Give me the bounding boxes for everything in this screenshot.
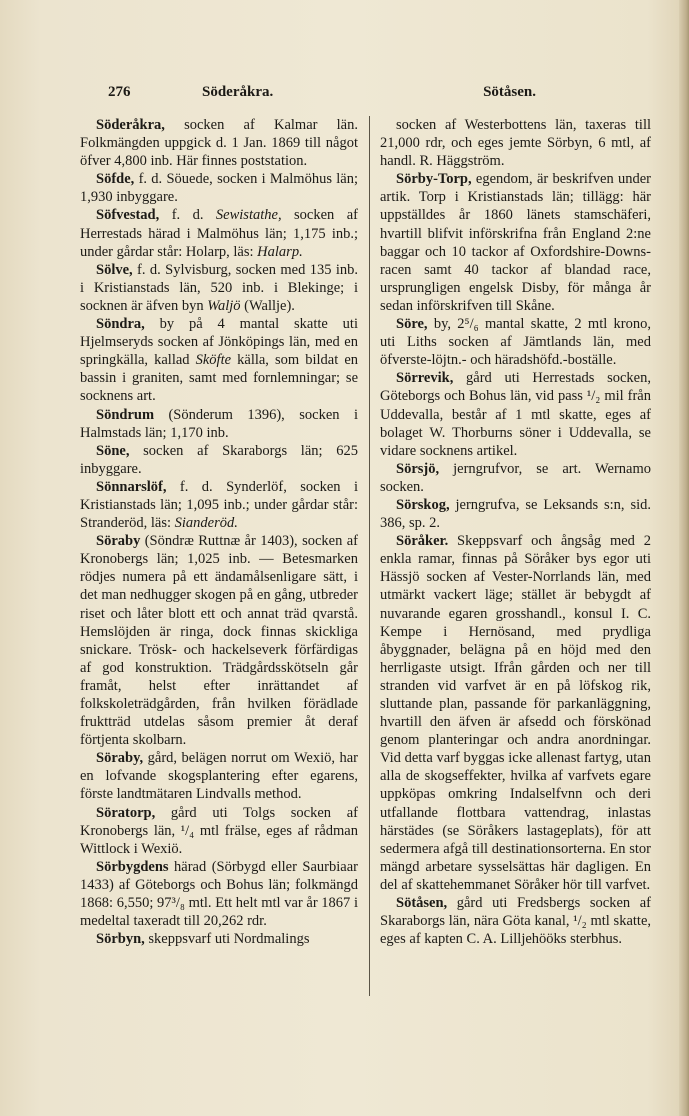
dictionary-entry [80,478,358,532]
entry-text: Skeppsvarf och ångsåg med 2 enkla ramar, finnas på Söråker bys egor uti Hässjö socken af Vester-Norrlands län, med utmärkt vackert läge; stället är bebygdt af nuvarande egaren grosshandl., konsul I. C. Kempe i Hernösand, med prydliga åbyggnader, belägna på en höjd med den herrligaste utsigt. Ifrån gården och ner till stranden vid varfvet är en på löfskog rik, sluttande plan, passande för parkanläggning, hvartill den äfven är afsedd och förskönad genom planteringar och andra anordningar. Vid detta varf byggas icke allenast fartyg, utan alla de skogseffekter, hvilka af varfvets egare uppköpas omkring Indalselfvnn och deri utfallande flottbara vattendrag, inlastas härstädes (se Söråkers lastageplats), för att sedermera afgå till destinationsorterna. En stor mängd arbetare sysselsättas här dagligen. En del af skattehemmanet Söråker hör till varfvet. [380,533,651,893]
entry-headword: Söratorp, [96,804,156,821]
entry-italic-text: Waljö [207,297,241,314]
dictionary-entry [380,460,651,496]
running-header [108,84,536,108]
entry-headword: Söndrum [96,406,155,423]
entry-text: gård uti Fredsbergs socken af Skaraborgs län, nära Göta kanal, ¹/₂ mtl skatte, eges af kapten C. A. Lilljehööks sterbhus. [380,895,651,948]
entry-italic-text: Sköfte [195,352,232,369]
dictionary-entry [380,315,651,369]
entry-headword: Sörby-Torp, [396,171,472,188]
right-column [380,116,651,948]
page-edge [679,0,689,1116]
left-running-head: Söderåkra. [202,84,274,100]
entry-headword: Sörsjö, [396,460,440,477]
entry-headword: Söråker. [396,533,449,550]
dictionary-entry [80,315,358,405]
page-number: 276 [108,84,131,100]
dictionary-entry [80,442,358,478]
entry-text: egendom, är beskrifven under artik. Torp i Kristianstads län; tillägg: här uppställdes år 1860 länets stamschäferi, hvartill blifvit införskrifna från England 2:ne baggar och 10 tackor af Oxfordshire-Downs-racen samt 40 tackor af blandad race, ursprungligen engelsk Disby, för många år sedan införskrifven till Skåne. [380,171,651,314]
dictionary-entry [80,261,358,315]
dictionary-entry [380,532,651,894]
entry-text: jerngrufvor, se art. Wernamo socken. [380,460,651,495]
entry-headword: Sölve, [96,261,133,278]
left-column [80,116,358,948]
entry-text: f. d. [159,207,216,224]
entry-text: gård uti Herrestads socken, Göteborgs och Bohus län, vid pass ¹/₂ mil från Uddevalla, består af 1 mtl skatte, eges af bolaget W. Thorburns söner i Uddevalla, se vidare socknens artikel. [380,370,651,459]
entry-text: f. d. Söuede, socken i Malmöhus län; 1,930 inbyggare. [80,171,358,206]
entry-italic-text: Halarp. [257,243,303,260]
dictionary-entry [80,532,358,749]
dictionary-entry [380,369,651,459]
entry-text: f. d. Sylvisburg, socken med 135 inb. i Kristianstads län, 520 inb. i Blekinge; i socknen är äfven byn [80,261,358,314]
dictionary-entry [80,116,358,170]
right-running-head: Sötåsen. [483,84,536,100]
entry-headword: Söne, [96,442,130,459]
entry-italic-text: Sewistathe, [215,207,282,224]
entry-text: by på 4 mantal skatte uti Hjelmseryds socken af Jönköpings län, med en springkälla, kallad [80,316,358,369]
dictionary-entry [80,170,358,206]
entry-text: källa, som bildat en bassin i graniten, samt med fornlemningar; se socknens art. [80,352,359,405]
entry-text: jerngrufva, se Leksands s:n, sid. 386, sp. 2. [380,496,651,532]
entry-headword: Sörbygdens [96,858,169,875]
entry-text: socken af Skaraborgs län; 625 inbyggare. [80,442,358,477]
entry-headword: Sörskog, [396,496,450,513]
dictionary-entry [80,749,358,803]
entry-text: gård, belägen norrut om Wexiö, har en lofvande skogsplantering efter egarens, förste landtmätaren Lindvalls method. [80,750,358,803]
entry-text: (Wallje). [240,297,295,314]
entry-headword: Söfvestad, [96,207,160,224]
entry-text: (Sönderum 1396), socken i Halmstads län; 1,170 inb. [80,406,358,441]
column-divider [369,116,370,996]
entry-text: f. d. Synderlöf, socken i Kristianstads län; 1,095 inb.; under gårdar står: Stranderöd, läs: [80,478,358,532]
dictionary-entry [380,116,651,170]
dictionary-entry [80,930,358,948]
entry-headword: Sönnarslöf, [96,478,167,495]
entry-text: socken af Kalmar län. Folkmängden uppgick d. 1 Jan. 1869 till något öfver 4,800 inb. Här finnes poststation. [80,117,358,170]
entry-text: by, 2⁵/₆ mantal skatte, 2 mtl krono, uti Liths socken af Jämtlands län, med öfverste-löjtn.- och häradshöfd.-boställe. [380,316,651,369]
dictionary-entry [80,804,358,858]
dictionary-entry [380,894,651,948]
dictionary-entry [380,496,651,532]
entry-text: skeppsvarf uti Nordmalings [144,931,310,948]
entry-headword: Söndra, [96,316,145,333]
dictionary-entry [80,406,358,442]
entry-text: härad (Sörbygd eller Saurbiaar 1433) af Göteborgs och Bohus län; folkmängd 1868: 6,550; 97³/₈ mtl. Ett helt mtl var år 1867 i medeltal taxeradt till 20,262 rdr. [80,858,358,930]
entry-text: (Söndræ Ruttnæ år 1403), socken af Kronobergs län; 1,025 inb. — Betesmarken rödjes numera på ett ändamålsenligare sätt, i det man nedhugger skogen på en gång, utbreder riset och låter blott ett och annat träd qvarstå. Hemslöjden är ringa, dock finnas skickliga snickare. Trösk- och hackelseverk förfärdigas af god konstruktion. Trädgårdsskötseln går framåt, helst efter inrättandet af folkskoleträdgården, från hvilken förädlade fruktträd utdelas såsom premier åt deraf förtjenta skolbarn. [80,533,358,749]
entry-headword: Sörbyn, [96,931,145,948]
entry-text: socken af Westerbottens län, taxeras till 21,000 rdr, och eges jemte Sörbyn, 6 mtl, af handl. R. Häggström. [380,117,651,170]
entry-headword: Sörrevik, [396,370,454,387]
dictionary-entry [80,206,358,260]
dictionary-entry [80,858,358,930]
entry-headword: Söderåkra, [96,117,165,133]
entry-text: socken af Herrestads härad i Malmöhus län; 1,175 inb.; under gårdar står: Holarp, läs: [80,207,358,260]
entry-headword: Sötåsen, [396,895,448,912]
entry-text: gård uti Tolgs socken af Kronobergs län, ¹/₄ mtl frälse, eges af rådman Wittlock i Wexiö. [80,804,358,857]
entry-headword: Söraby, [96,750,144,767]
dictionary-entry [380,170,651,315]
entry-headword: Söre, [396,316,428,333]
entry-italic-text: Sianderöd. [174,515,238,532]
entry-headword: Söraby [96,533,141,550]
entry-headword: Söfde, [96,171,135,188]
